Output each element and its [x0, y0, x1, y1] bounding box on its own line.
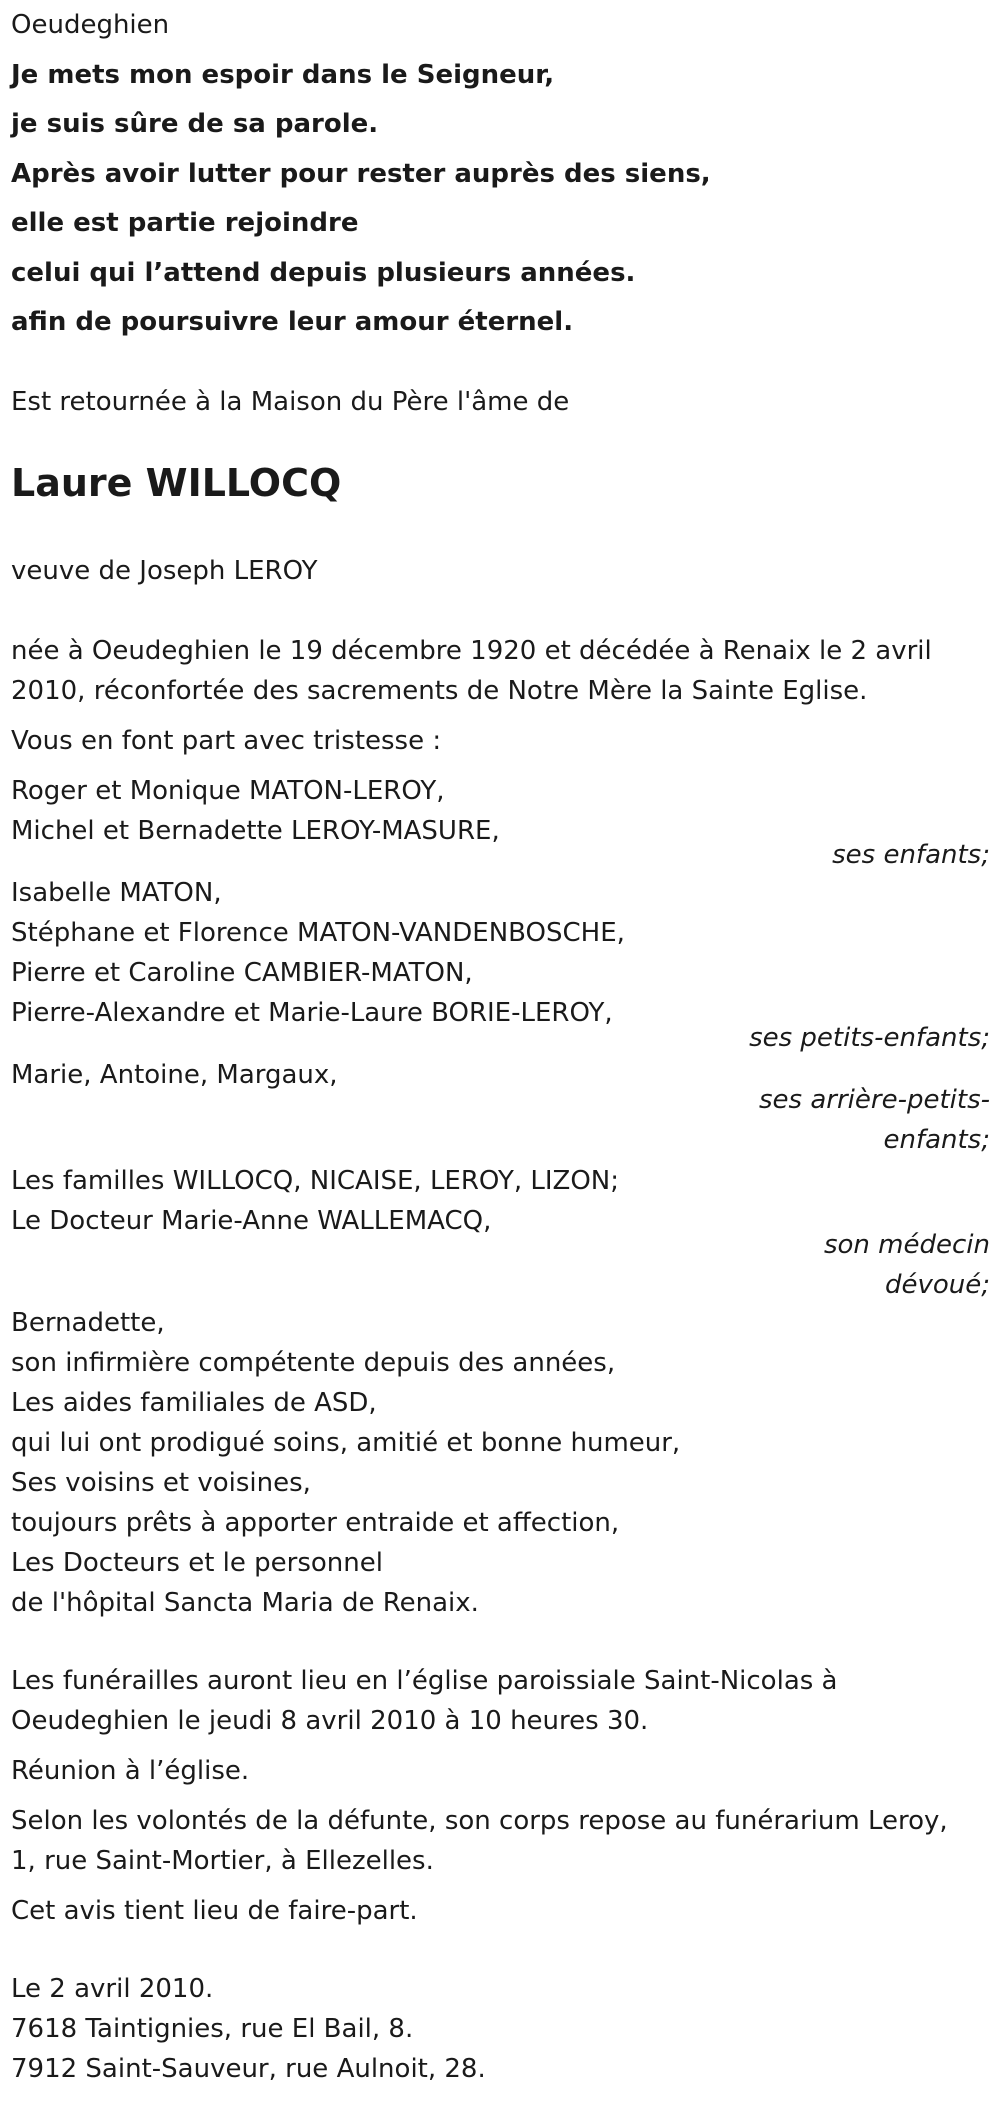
poem-line: Je mets mon espoir dans le Seigneur,: [11, 60, 555, 90]
poem-line: Après avoir lutter pour rester auprès des siens,: [11, 159, 711, 189]
grandchild-name: Pierre et Caroline CAMBIER-MATON,: [11, 958, 473, 988]
families-line: Les familles WILLOCQ, NICAISE, LEROY, LIZON;: [11, 1166, 620, 1196]
grandchild-name: Isabelle MATON,: [11, 878, 222, 908]
deceased-name: Laure WILLOCQ: [11, 461, 342, 505]
footer-line: 7912 Saint-Sauveur, rue Aulnoit, 28.: [11, 2054, 486, 2084]
rest-line: 1, rue Saint-Mortier, à Ellezelles.: [11, 1846, 434, 1876]
grandchild-name: Stéphane et Florence MATON-VANDENBOSCHE,: [11, 918, 625, 948]
widow-of: veuve de Joseph LEROY: [11, 556, 318, 586]
place-header: Oeudeghien: [11, 10, 170, 40]
thanks-line: son infirmière compétente depuis des années,: [11, 1348, 616, 1378]
rest-line: Selon les volontés de la défunte, son corps repose au funérarium Leroy,: [11, 1806, 948, 1836]
child-name: Roger et Monique MATON-LEROY,: [11, 776, 445, 806]
poem-line: celui qui l’attend depuis plusieurs années.: [11, 258, 636, 288]
doctor-name: Le Docteur Marie-Anne WALLEMACQ,: [11, 1206, 492, 1236]
grandchild-name: Pierre-Alexandre et Marie-Laure BORIE-LEROY,: [11, 998, 613, 1028]
meeting-text: Réunion à l’église.: [11, 1756, 250, 1786]
great-grandchild-names: Marie, Antoine, Margaux,: [11, 1060, 338, 1090]
poem-line: je suis sûre de sa parole.: [11, 109, 379, 139]
notice-text: Cet avis tient lieu de faire-part.: [11, 1896, 418, 1926]
thanks-line: Les aides familiales de ASD,: [11, 1388, 377, 1418]
thanks-line: Ses voisins et voisines,: [11, 1468, 311, 1498]
doctor-role: dévoué;: [884, 1270, 990, 1300]
thanks-line: Bernadette,: [11, 1308, 165, 1338]
great-grandchildren-role: ses arrière-petits-: [759, 1085, 990, 1115]
birth-death-line: 2010, réconfortée des sacrements de Notre Mère la Sainte Eglise.: [11, 676, 868, 706]
thanks-line: qui lui ont prodigué soins, amitié et bonne humeur,: [11, 1428, 681, 1458]
footer-line: 7618 Taintignies, rue El Bail, 8.: [11, 2014, 414, 2044]
great-grandchildren-role: enfants;: [883, 1125, 990, 1155]
grandchildren-role: ses petits-enfants;: [749, 1023, 990, 1053]
intro-text: Est retournée à la Maison du Père l'âme de: [11, 387, 570, 417]
poem-line: elle est partie rejoindre: [11, 208, 359, 238]
child-name: Michel et Bernadette LEROY-MASURE,: [11, 816, 500, 846]
funeral-line: Les funérailles auront lieu en l’église paroissiale Saint-Nicolas à: [11, 1666, 838, 1696]
funeral-line: Oeudeghien le jeudi 8 avril 2010 à 10 heures 30.: [11, 1706, 649, 1736]
children-role: ses enfants;: [832, 840, 990, 870]
birth-death-line: née à Oeudeghien le 19 décembre 1920 et décédée à Renaix le 2 avril: [11, 636, 932, 666]
doctor-role: son médecin: [823, 1230, 990, 1260]
thanks-line: toujours prêts à apporter entraide et affection,: [11, 1508, 620, 1538]
footer-line: Le 2 avril 2010.: [11, 1974, 214, 2004]
thanks-line: Les Docteurs et le personnel: [11, 1548, 383, 1578]
announce-text: Vous en font part avec tristesse :: [11, 726, 442, 756]
poem-line: afin de poursuivre leur amour éternel.: [11, 307, 574, 337]
thanks-line: de l'hôpital Sancta Maria de Renaix.: [11, 1588, 479, 1618]
